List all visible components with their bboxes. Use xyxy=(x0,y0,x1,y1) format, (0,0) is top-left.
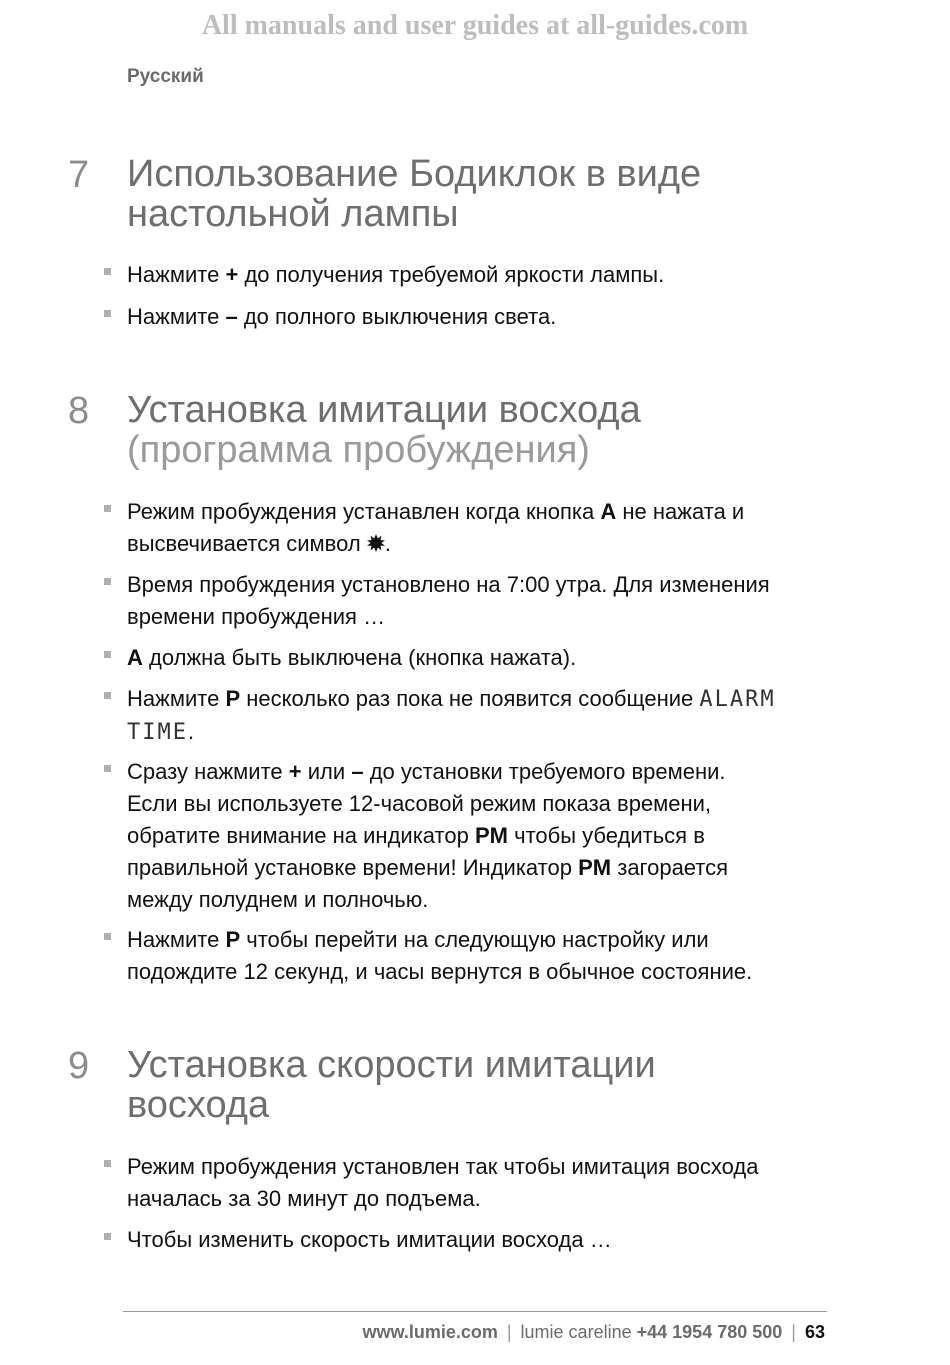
footer-separator: | xyxy=(506,1322,512,1342)
bullet-text: подождите 12 секунд, и часы вернутся в обычное состояние. xyxy=(127,959,753,984)
section-number: 8 xyxy=(68,390,90,432)
section-title-line2: восхода xyxy=(127,1084,270,1126)
section-title-line2: настольной лампы xyxy=(127,193,459,235)
bullet-text: чтобы перейти на следующую настройку или xyxy=(246,927,709,952)
sun-icon xyxy=(367,534,385,552)
pm-indicator-label: PM xyxy=(578,855,612,880)
bullet-text: должна быть выключена (кнопка нажата). xyxy=(149,645,577,670)
bullet-text: Сразу нажмите xyxy=(127,759,283,784)
footer-phone: +44 1954 780 500 xyxy=(636,1322,783,1342)
bullet-text: Нажмите xyxy=(127,927,220,952)
footer-careline-label: lumie careline xyxy=(520,1322,632,1342)
bullet-text: несколько раз пока не появится сообщение xyxy=(246,686,694,711)
bullet-square-icon xyxy=(104,1233,111,1240)
bullet-text: Нажмите xyxy=(127,262,220,287)
bullet-text: чтобы убедиться в xyxy=(514,823,705,848)
bullet-text: Если вы используете 12-часовой режим показа времени, xyxy=(127,791,712,816)
bullet-text: высвечивается символ xyxy=(127,531,361,556)
plus-key: + xyxy=(225,262,239,287)
footer xyxy=(362,1322,825,1343)
bullet-square-icon xyxy=(104,505,111,512)
footer-divider xyxy=(123,1311,827,1312)
bullet-text: до установки требуемого времени. xyxy=(369,759,726,784)
bullet-text: Нажмите xyxy=(127,304,220,329)
bullet-square-icon xyxy=(104,1160,111,1167)
bullet-text: до получения требуемой яркости лампы. xyxy=(244,262,665,287)
bullet-square-icon xyxy=(104,692,111,699)
section-number: 9 xyxy=(68,1045,90,1087)
section-title-line1: Установка скорости имитации xyxy=(127,1044,656,1086)
bullet-text: между полуднем и полночью. xyxy=(127,887,429,912)
lcd-message: ALARM xyxy=(699,687,776,712)
section-number: 7 xyxy=(68,154,90,196)
bullet-square-icon xyxy=(104,933,111,940)
plus-key: + xyxy=(288,759,302,784)
bullet-square-icon xyxy=(104,765,111,772)
bullet-text: загорается xyxy=(617,855,729,880)
bullet-text: Нажмите xyxy=(127,686,220,711)
section-title-line1: Установка имитации восхода xyxy=(127,389,641,431)
bullet-text: до полного выключения света. xyxy=(243,304,557,329)
minus-key: – xyxy=(351,759,364,784)
footer-separator: | xyxy=(791,1322,796,1342)
footer-url-link[interactable]: www.lumie.com xyxy=(362,1322,498,1342)
bullet-square-icon xyxy=(104,651,111,658)
bullet-text: Режим пробуждения устанавлен когда кнопка xyxy=(127,499,595,524)
bullet-text: времени пробуждения … xyxy=(127,604,386,629)
bullet-square-icon xyxy=(104,578,111,585)
section-subtitle: (программа пробуждения) xyxy=(127,429,590,471)
section-title-line1: Использование Бодиклок в виде xyxy=(127,153,702,195)
key-a: A xyxy=(127,645,143,670)
bullet-text: . xyxy=(187,719,195,744)
bullet-text: началась за 30 минут до подъема. xyxy=(127,1186,481,1211)
bullet-text: . xyxy=(384,531,391,556)
bullet-square-icon xyxy=(104,268,111,275)
key-a: A xyxy=(600,499,617,524)
section-title xyxy=(127,1045,887,1125)
minus-key: – xyxy=(225,304,238,329)
key-p: P xyxy=(225,927,241,952)
bullet-text: правильной установке времени! Индикатор xyxy=(127,855,572,880)
bullet-square-icon xyxy=(104,310,111,317)
bullet-text: Чтобы изменить скорость имитации восхода … xyxy=(127,1227,612,1252)
watermark: All manuals and user guides at all-guides.com xyxy=(201,10,749,41)
pm-indicator-label: PM xyxy=(474,823,508,848)
bullet-text: Режим пробуждения установлен так чтобы имитация восхода xyxy=(127,1154,759,1179)
bullet-text: не нажата и xyxy=(622,499,745,524)
bullet-text: Время пробуждения установлено на 7:00 утра. Для изменения xyxy=(127,572,770,597)
bullet-text: или xyxy=(307,759,346,784)
section-title xyxy=(127,390,887,470)
lcd-message: TIME xyxy=(127,720,188,745)
page-number: 63 xyxy=(804,1322,825,1342)
language-label: Русский xyxy=(127,66,204,87)
section-title xyxy=(127,154,887,234)
key-p: P xyxy=(225,686,241,711)
bullet-text: обратите внимание на индикатор xyxy=(127,823,469,848)
